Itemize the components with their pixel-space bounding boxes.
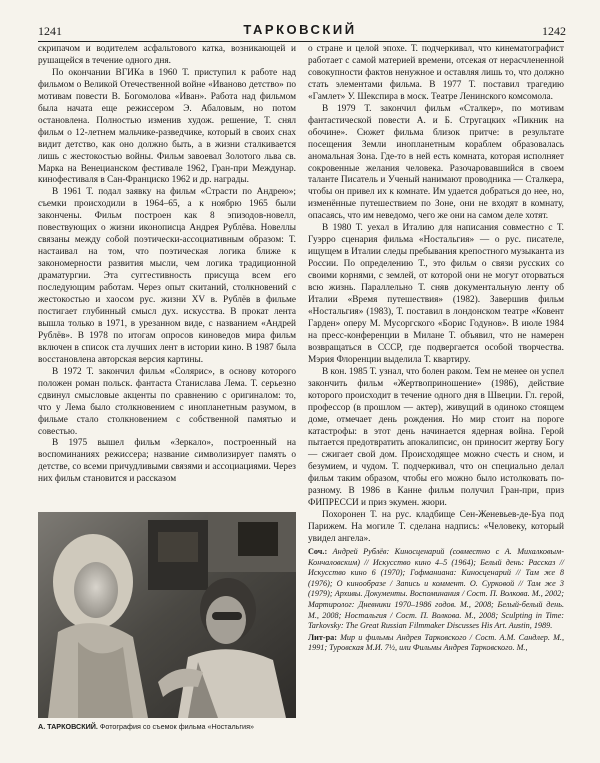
literature-section [308, 633, 564, 654]
literature-label: Лит-ра: [308, 632, 337, 642]
right-paragraph-1: В 1979 Т. закончил фильм «Сталкер», по мотивам фантастической повести А. и Б. Стругацких «Пикник на обочине». Сюжет фильма близок притче: в результате посещения Земли инопланетным кораблем образовалась аномальная Зона. Где-то в ней есть комната, которая исполняет сокровенные желания человека. Разочаровавшийся в своем таланте Писатель и Ученый нанимают проводника — Сталкера, чтобы он привел их к комнате. Им удается добраться до нее, но, изменённые путешествием по Зоне, они не входят в комнату, опасаясь, что им неведомо, чего же они на самом деле хотят. [308, 103, 564, 222]
left-paragraph-4: В 1975 вышел фильм «Зеркало», построенный на воспоминаниях режиссера; название символизирует память о детстве, со всеми причудливыми связями и ассоциациями. Через них фильм становится и рассказом [38, 438, 296, 485]
right-paragraph-0: о стране и целой эпохе. Т. подчеркивал, что кинематографист работает с самой материей времени, отсекая от нерасчлененной совокупности фактов ненужное и оставляя лишь то, что должно стать элементами фильма. В 1977 Т. поставил трагедию «Гамлет» У. Шекспира в моск. Театре Ленинского комсомола. [308, 44, 564, 102]
literature-text: Мир и фильмы Андрея Тарковского / Сост. А.М. Сандлер. М., 1991; Туровская М.И. 7½, или Фильмы Андрея Тарковского. М., [308, 632, 565, 653]
film-set-photo [38, 512, 296, 718]
right-paragraph-3: В кон. 1985 Т. узнал, что болен раком. Тем не менее он успел закончить фильм «Жертвоприношение» (1986), действие которого происходит в течение одного дня в Швеции. Гл. герой, профессор (в прошлом — актер), живущий в одиноко стоящем доме, отмечает день рождения. Но мир стоит на пороге катастрофы: в этот день начинается ядерная война. Герой пытается предотвратить апокалипсис, он приносит жертву Богу — сжигает свой дом. Происходящее можно счесть и сном, и безумием, и чудом. Т. подчеркивал, что он специально делал фильм таким образом, чтобы его можно было истолковать по-разному. В 1986 в Канне фильм получил Гран-при, приз ФИПРЕССИ и приз экумен. жюри. [308, 366, 564, 509]
right-paragraph-2: В 1980 Т. уехал в Италию для написания совместно с Т. Гуэрро сценария фильма «Ностальгия» — о рус. писателе, ищущем в Италии следы пребывания крепостного музыканта из России. По определению Т., это фильм о связи русских со своими корнями, с землей, от которой они не могут оторваться всю жизнь. Параллельно Т. сняв документальную ленту об Италии «Время путешествия» (1982). Завершив фильм «Ностальгия» (1983), Т. поставил в лондонском театре «Ковент Гарден» оперу М. Мусоргского «Борис Годунов». В июле 1984 на пресс-конференции в Милане Т. объявил, что не намерен возвращаться в СССР, где подвергается особой творчества. Мэрия Флоренции выделила Т. квартиру. [308, 223, 564, 365]
right-column [308, 44, 564, 654]
works-text: Андрей Рублёв: Киносценарий (совместно с А. Михалковым-Кончаловским) // Искусство кино 4–5 (1964); Белый день: Рассказ // Искусство кино 6 (1970); Гофманиана: Киносценарий // Там же 8 (1976); О кинообразе / Запись и коммент. О. Сурковой // Там же 3 (1979); Архивы. Документы. Воспоминания / Сост. П. Волкова. М., 2002; Мартиролог: Дневники 1970–1986 годов. М., 2008; Белый-белый день. М., 2008; Ностальгия / Сост. П. Волкова. М., 2008; Sculpting in Time: Tarkovsky: The Great Russian Filmmaker Discusses His Art. Austin, 1989. [308, 547, 564, 631]
photo-caption [38, 722, 296, 731]
left-paragraph-3: В 1972 Т. закончил фильм «Солярис», в основу которого положен роман польск. фантаста Станислава Лема. Т. серьезно сдвинул смысловые акценты по сравнению с оригиналом: то, что у Лема было столкновением с инопланетным разумом, в фильме стало столкновением с собственной памятью и совестью. [38, 366, 296, 437]
right-paragraph-4: Похоронен Т. на рус. кладбище Сен-Женевьев-де-Буа под Парижем. На могиле Т. сделана надпись: «Человеку, который увидел ангела». [308, 510, 564, 545]
left-paragraph-2: В 1961 Т. подал заявку на фильм «Страсти по Андрею»; съемки происходили в 1964–65, а к ноябрю 1965 были закончены. Фильм построен как 8 эпизодов-новелл, повествующих о жизни иконописца Андрея Рублёва. Новеллы связаны между собой поэтически-ассоциативным образом: Т. настаивал на том, что поэтическая логика ближе к закономерности развития мысли, чем логика традиционной драматургии. Эта суггестивность присуща всем его последующим работам. Через опыт скитаний, столкновений с жестокостью и хаосом рус. жизни XV в. Рублёв в фильме постигает глубинный смысл дух. искусства. В прокат лента вышла только в 1971, в урезанном виде, с названием «Андрей Рублёв». В 1978 по итогам опросов киноведов мира фильм включен в список ста лучших лент в истории кино. В 1987 была восстановлена авторская версия картины. [38, 187, 296, 365]
left-column [38, 44, 296, 486]
running-head: ТАРКОВСКИЙ [243, 22, 357, 37]
header-rule [38, 41, 564, 42]
caption-name: А. ТАРКОВСКИЙ. [38, 722, 98, 731]
page-header [0, 0, 600, 50]
page-number-left: 1241 [38, 24, 62, 38]
page-number-right: 1242 [542, 24, 566, 38]
works-label: Соч.: [308, 547, 328, 557]
caption-text: Фотография со съемок фильма «Ностальгия» [99, 722, 254, 731]
photo-illustration [38, 512, 296, 718]
left-paragraph-0: скрипачом и водителем асфальтового катка, возникающей и рушащейся в течение одного дня. [38, 44, 296, 66]
works-section [308, 547, 564, 632]
left-paragraph-1: По окончании ВГИКа в 1960 Т. приступил к работе над фильмом о Великой Отечественной войне «Иваново детство» по мотивам повести В. Богомолова «Иван». Работа над фильмом была начата еще режиссером Э. Абаловым, но потом остановлена. Полностью изменив худож. решение, Т. снял фильм о 12-летнем мальчике-разведчике, который в своих снах видит детство, как оно должно быть, а в жизни сталкивается лишь с жестокостью войны. Фильм завоевал Золотого льва св. Марка на Венецианском фестивале 1962, Гран-при Междунар. кинофестиваля в Сан-Франциско 1962 и др. награды. [38, 67, 296, 186]
